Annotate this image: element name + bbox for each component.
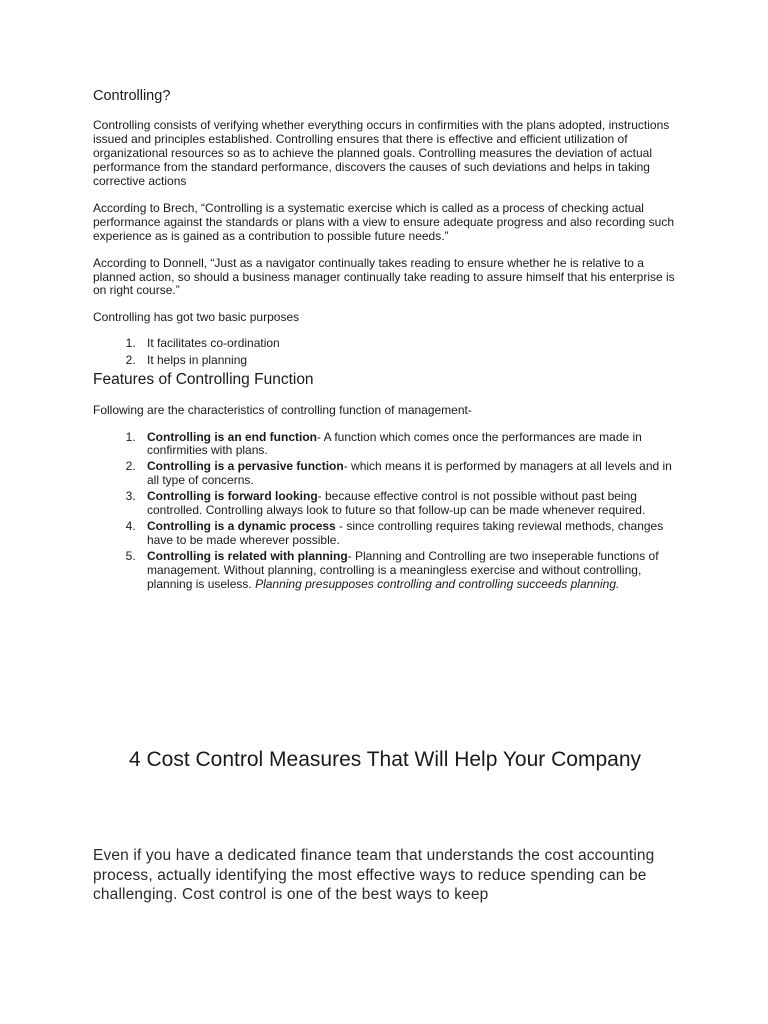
list-item: 2. It helps in planning bbox=[139, 354, 683, 368]
feature-text: - because effective control is not possible without past being controlled. Controlling always look to future so that follow-up can be made whenever required. bbox=[147, 489, 646, 518]
feature-title: Controlling is a dynamic process bbox=[147, 519, 336, 534]
section-heading-features: Features of Controlling Function bbox=[93, 371, 314, 389]
purposes-list bbox=[93, 337, 683, 368]
features-list bbox=[93, 431, 683, 592]
list-item bbox=[139, 550, 683, 592]
list-item bbox=[139, 460, 683, 488]
paragraph-features-intro: Following are the characteristics of controlling function of management- bbox=[93, 402, 472, 417]
paragraph-brech-quote: According to Brech, “Controlling is a systematic exercise which is called as a process of checking actual performance against the standards or plans with a view to ensure adequate progress and also recording such experience as is gained as a contribution to possible future needs.” bbox=[93, 200, 675, 243]
paragraph-donnell-quote: According to Donnell, “Just as a navigator continually takes reading to ensure whether he is relative to a planned action, so should a business manager continually take reading to assure himself that his enterprise is on right course.” bbox=[93, 255, 675, 298]
feature-text: - Planning and Controlling are two inseperable functions of management. Without planning, controlling is a meaningless exercise and without controlling, planning is useless. bbox=[147, 548, 659, 591]
feature-emphasis: Planning presupposes controlling and controlling succeeds planning. bbox=[255, 576, 620, 591]
section-heading-controlling: Controlling? bbox=[93, 88, 171, 104]
feature-text: - A function which comes once the performances are made in confirmities with plans. bbox=[147, 429, 642, 458]
feature-title: Controlling is an end function bbox=[147, 429, 317, 444]
article-title: 4 Cost Control Measures That Will Help Your Company bbox=[128, 748, 641, 771]
feature-text: - which means it is performed by managers at all levels and in all type of concerns. bbox=[147, 459, 672, 488]
list-item: 1. It facilitates co-ordination bbox=[139, 337, 683, 351]
feature-title: Controlling is forward looking bbox=[147, 489, 318, 504]
paragraph-definition: Controlling consists of verifying whether everything occurs in confirmities with the plans adopted, instructions issued and principles established. Controlling ensures that there is effective and efficient utilization of organizational resources so as to achieve the planned goals. Controlling measures the deviation of actual performance from the standard performance, discovers the causes of such deviations and helps in taking corrective actions bbox=[93, 118, 670, 189]
document-content bbox=[93, 88, 683, 594]
list-item bbox=[139, 431, 683, 459]
list-item bbox=[139, 520, 683, 548]
list-item bbox=[139, 490, 683, 518]
feature-title: Controlling is related with planning bbox=[147, 548, 348, 563]
feature-title: Controlling is a pervasive function bbox=[147, 459, 344, 474]
feature-text: - since controlling requires taking reviewal methods, changes have to be made wherever possible. bbox=[147, 519, 664, 547]
paragraph-purposes-intro: Controlling has got two basic purposes bbox=[93, 310, 300, 325]
article-lead-paragraph: Even if you have a dedicated finance team that understands the cost accounting process, actually identifying the most effective ways to reduce spending can be challenging. Cost control is one of the best ways to keep bbox=[93, 847, 655, 903]
